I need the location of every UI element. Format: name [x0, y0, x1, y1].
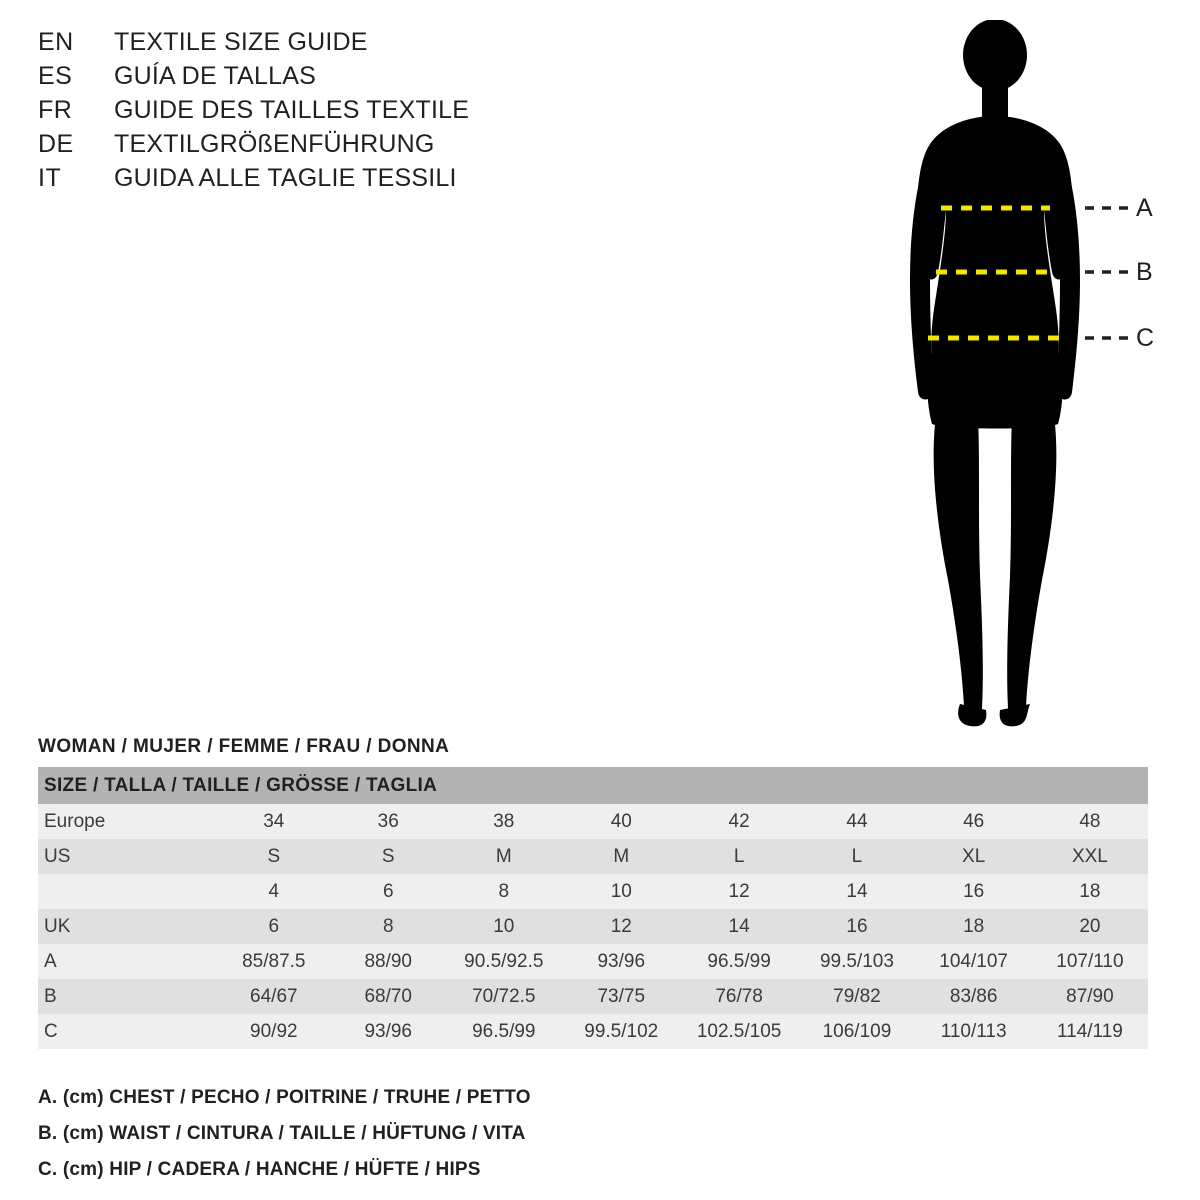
table-cell: S — [216, 839, 332, 874]
table-cell: 90.5/92.5 — [445, 944, 563, 979]
table-cell: 20 — [1032, 909, 1148, 944]
female-body-diagram — [860, 20, 1190, 740]
table-cell: 16 — [915, 874, 1031, 909]
row-label: B — [38, 979, 216, 1014]
table-cell: 99.5/102 — [563, 1014, 680, 1049]
table-cell: 18 — [1032, 874, 1148, 909]
title-language-text: GUIDA ALLE TAGLIE TESSILI — [114, 164, 457, 192]
size-guide-title-block — [38, 28, 598, 198]
table-cell: 64/67 — [216, 979, 332, 1014]
title-language-text: TEXTILGRÖßENFÜHRUNG — [114, 130, 435, 158]
table-cell: 104/107 — [915, 944, 1031, 979]
row-label: US — [38, 839, 216, 874]
table-cell: 79/82 — [798, 979, 915, 1014]
table-cell: 40 — [563, 804, 680, 839]
table-cell: 110/113 — [915, 1014, 1031, 1049]
row-label: UK — [38, 909, 216, 944]
legend-item-c: C. (cm) HIP / CADERA / HANCHE / HÜFTE / HIPS — [38, 1159, 481, 1180]
table-cell: 12 — [563, 909, 680, 944]
title-row — [38, 62, 598, 96]
table-row — [38, 944, 1148, 979]
table-cell: M — [445, 839, 563, 874]
table-cell: 12 — [680, 874, 799, 909]
measurement-legend — [38, 1088, 938, 1196]
table-cell: 93/96 — [332, 1014, 445, 1049]
table-cell: 6 — [332, 874, 445, 909]
title-row — [38, 28, 598, 62]
measure-label-a: A — [1136, 194, 1153, 222]
row-label: C — [38, 1014, 216, 1049]
table-cell: 4 — [216, 874, 332, 909]
size-table-section — [38, 736, 1162, 1049]
table-cell: 76/78 — [680, 979, 799, 1014]
table-cell: M — [563, 839, 680, 874]
table-cell: 90/92 — [216, 1014, 332, 1049]
table-cell: 85/87.5 — [216, 944, 332, 979]
title-row — [38, 164, 598, 198]
row-label: Europe — [38, 804, 216, 839]
title-language-code: DE — [38, 130, 74, 158]
table-header-label: SIZE / TALLA / TAILLE / GRÖSSE / TAGLIA — [38, 767, 1148, 804]
table-cell: 18 — [915, 909, 1031, 944]
measure-label-b: B — [1136, 258, 1153, 286]
measure-label-c: C — [1136, 324, 1155, 352]
table-cell: S — [332, 839, 445, 874]
title-language-code: FR — [38, 96, 73, 124]
table-cell: 44 — [798, 804, 915, 839]
table-row — [38, 874, 1148, 909]
table-cell: 88/90 — [332, 944, 445, 979]
row-label: A — [38, 944, 216, 979]
table-cell: 10 — [445, 909, 563, 944]
table-cell: 34 — [216, 804, 332, 839]
title-language-text: TEXTILE SIZE GUIDE — [114, 28, 368, 56]
table-cell: 8 — [445, 874, 563, 909]
female-silhouette-icon — [860, 20, 1190, 740]
table-group-label: WOMAN / MUJER / FEMME / FRAU / DONNA — [38, 736, 450, 757]
table-cell: 106/109 — [798, 1014, 915, 1049]
table-cell: 48 — [1032, 804, 1148, 839]
table-cell: 16 — [798, 909, 915, 944]
table-cell: 8 — [332, 909, 445, 944]
table-cell: L — [680, 839, 799, 874]
title-language-code: ES — [38, 62, 73, 90]
table-cell: 87/90 — [1032, 979, 1148, 1014]
table-cell: 6 — [216, 909, 332, 944]
table-cell: 68/70 — [332, 979, 445, 1014]
table-cell: 14 — [680, 909, 799, 944]
title-row — [38, 96, 598, 130]
table-cell: 114/119 — [1032, 1014, 1148, 1049]
table-cell: 102.5/105 — [680, 1014, 799, 1049]
table-cell: XXL — [1032, 839, 1148, 874]
title-row — [38, 130, 598, 164]
table-cell: XL — [915, 839, 1031, 874]
table-row — [38, 979, 1148, 1014]
table-cell: 99.5/103 — [798, 944, 915, 979]
table-row — [38, 804, 1148, 839]
table-cell: 42 — [680, 804, 799, 839]
table-cell: 96.5/99 — [680, 944, 799, 979]
table-cell: 10 — [563, 874, 680, 909]
legend-item-b: B. (cm) WAIST / CINTURA / TAILLE / HÜFTUNG / VITA — [38, 1123, 526, 1144]
table-row — [38, 909, 1148, 944]
table-cell: 93/96 — [563, 944, 680, 979]
table-row — [38, 1014, 1148, 1049]
table-header-row — [38, 767, 1148, 804]
table-cell: 46 — [915, 804, 1031, 839]
title-language-text: GUIDE DES TAILLES TEXTILE — [114, 96, 470, 124]
table-cell: 70/72.5 — [445, 979, 563, 1014]
table-cell: 36 — [332, 804, 445, 839]
table-cell: 96.5/99 — [445, 1014, 563, 1049]
title-language-text: GUÍA DE TALLAS — [114, 62, 316, 90]
row-label — [38, 874, 216, 909]
table-cell: 83/86 — [915, 979, 1031, 1014]
table-cell: 14 — [798, 874, 915, 909]
legend-item-a: A. (cm) CHEST / PECHO / POITRINE / TRUHE / PETTO — [38, 1087, 531, 1108]
table-cell: 107/110 — [1032, 944, 1148, 979]
title-language-code: IT — [38, 164, 62, 192]
table-cell: L — [798, 839, 915, 874]
table-row — [38, 839, 1148, 874]
size-table — [38, 767, 1148, 1049]
table-cell: 38 — [445, 804, 563, 839]
title-language-code: EN — [38, 28, 74, 56]
table-cell: 73/75 — [563, 979, 680, 1014]
